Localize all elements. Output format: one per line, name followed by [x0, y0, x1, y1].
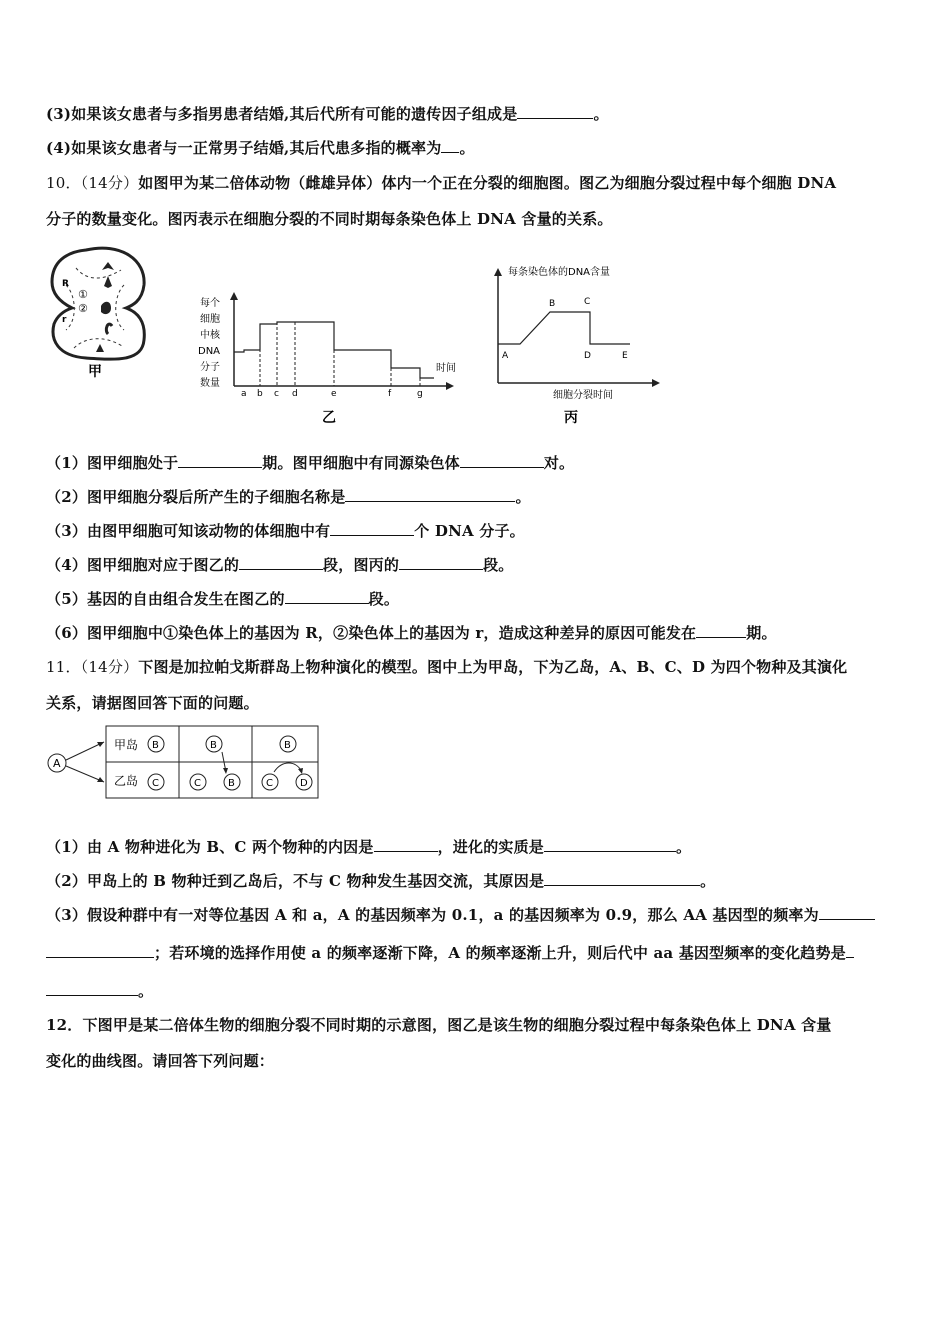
svg-text:数量: 数量	[200, 378, 220, 389]
answer-blank[interactable]	[345, 487, 515, 502]
svg-text:c: c	[274, 389, 279, 399]
q11-header-2: 关系，请据图回答下面的问题。	[46, 694, 259, 712]
q10-6-line: （6）图甲细胞中①染色体上的基因为 R，②染色体上的基因为 r，造成这种差异的原因可能发在 期。	[46, 624, 777, 642]
cell-diagram-jia	[52, 248, 144, 380]
chart-yi	[198, 292, 456, 426]
q12-header: 12．下图甲是某二倍体生物的细胞分裂不同时期的示意图，图乙是该生物的细胞分裂过程中每条染色体上 DNA 含量	[46, 1016, 832, 1034]
svg-text:g: g	[417, 389, 423, 399]
svg-text:C: C	[152, 778, 159, 789]
q11-3-line: （3）假设种群中有一对等位基因 A 和 a，A 的基因频率为 0.1，a 的基因频率为 0.9，那么 AA 基因型的频率为	[46, 904, 875, 925]
q9-3-line: (3)如果该女患者与多指男患者结婚,其后代所有可能的遗传因子组成是 。	[46, 105, 609, 123]
q11-3-line-3: 。	[46, 980, 153, 1001]
q10-figure	[46, 240, 666, 430]
svg-text:每条染色体的DNA含量: 每条染色体的DNA含量	[508, 267, 611, 278]
svg-text:B: B	[228, 778, 235, 789]
gene-label-r: r	[62, 315, 67, 325]
answer-blank[interactable]	[46, 943, 154, 958]
q10-3-line: （3）由图甲细胞可知该动物的体细胞中有 个 DNA 分子。	[46, 522, 525, 540]
q11-header: 11．（14分）下图是加拉帕戈斯群岛上物种演化的模型。图中上为甲岛，下为乙岛，A、B、C、D 为四个物种及其演化	[46, 658, 848, 676]
svg-text:C: C	[266, 778, 273, 789]
caption-yi: 乙	[322, 410, 336, 426]
svg-text:C: C	[194, 778, 201, 789]
svg-text:E: E	[622, 351, 628, 361]
answer-blank[interactable]	[517, 104, 593, 119]
svg-text:C: C	[584, 297, 591, 307]
answer-blank[interactable]	[441, 138, 459, 153]
answer-blank[interactable]	[178, 453, 262, 468]
gene-label-R: R	[62, 279, 69, 289]
svg-text:A: A	[502, 351, 509, 361]
answer-blank[interactable]	[285, 589, 369, 604]
q11-2-line: （2）甲岛上的 B 物种迁到乙岛后，不与 C 物种发生基因交流，其原因是 。	[46, 872, 716, 890]
q11-3-line-2: ；若环境的选择作用使 a 的频率逐渐下降，A 的频率逐渐上升，则后代中 aa 基因型频率的变化趋势是	[46, 942, 854, 963]
chromosome-label-2: ②	[78, 302, 88, 315]
svg-text:b: b	[257, 389, 263, 399]
island-diagram	[46, 720, 326, 804]
answer-blank[interactable]	[544, 871, 700, 886]
q9-4-line: (4)如果该女患者与一正常男子结婚,其后代患多指的概率为 。	[46, 139, 475, 157]
svg-text:DNA: DNA	[198, 346, 221, 357]
answer-blank[interactable]	[544, 837, 676, 852]
chromosome-label-1: ①	[78, 288, 88, 301]
q10-5-line: （5）基因的自由组合发生在图乙的 段。	[46, 590, 400, 608]
svg-text:a: a	[241, 389, 247, 399]
answer-blank[interactable]	[239, 555, 323, 570]
svg-text:细胞: 细胞	[200, 314, 220, 325]
q10-2-line: （2）图甲细胞分裂后所产生的子细胞名称是 。	[46, 488, 531, 506]
caption-bing: 丙	[564, 410, 578, 426]
answer-blank[interactable]	[399, 555, 483, 570]
q11-1-line: （1）由 A 物种进化为 B、C 两个物种的内因是 ，进化的实质是 。	[46, 838, 692, 856]
svg-text:e: e	[331, 389, 337, 399]
q10-1-line: （1）图甲细胞处于 期。图甲细胞中有同源染色体 对。	[46, 454, 575, 472]
answer-blank[interactable]	[330, 521, 414, 536]
answer-blank[interactable]	[460, 453, 544, 468]
answer-blank[interactable]	[846, 943, 854, 958]
svg-text:f: f	[388, 389, 392, 399]
svg-text:乙岛: 乙岛	[114, 774, 139, 788]
svg-text:A: A	[53, 757, 61, 770]
q10-4-line: （4）图甲细胞对应于图乙的 段，图丙的 段。	[46, 556, 514, 574]
answer-blank[interactable]	[696, 623, 746, 638]
answer-blank[interactable]	[819, 905, 875, 920]
svg-text:d: d	[292, 389, 298, 399]
chart-bing	[494, 265, 660, 426]
svg-text:细胞分裂时间: 细胞分裂时间	[553, 390, 613, 401]
svg-text:时间: 时间	[436, 363, 456, 374]
answer-blank[interactable]	[46, 981, 138, 996]
q12-header-2: 变化的曲线图。请回答下列问题：	[46, 1052, 275, 1070]
answer-blank[interactable]	[374, 837, 438, 852]
svg-text:B: B	[549, 299, 556, 309]
q10-header: 10．（14分）如图甲为某二倍体动物（雌雄异体）体内一个正在分裂的细胞图。图乙为细胞分裂过程中每个细胞 DNA	[46, 174, 837, 192]
caption-jia: 甲	[88, 364, 102, 380]
svg-text:甲岛: 甲岛	[114, 738, 139, 752]
svg-text:B: B	[152, 740, 159, 751]
svg-text:每个: 每个	[200, 298, 220, 309]
svg-text:分子: 分子	[200, 362, 220, 373]
svg-text:中核: 中核	[200, 330, 220, 341]
svg-text:B: B	[284, 740, 291, 751]
svg-text:D: D	[584, 351, 591, 361]
svg-text:B: B	[210, 740, 217, 751]
svg-text:D: D	[300, 778, 308, 789]
q10-header-2: 分子的数量变化。图丙表示在细胞分裂的不同时期每条染色体上 DNA 含量的关系。	[46, 210, 613, 228]
